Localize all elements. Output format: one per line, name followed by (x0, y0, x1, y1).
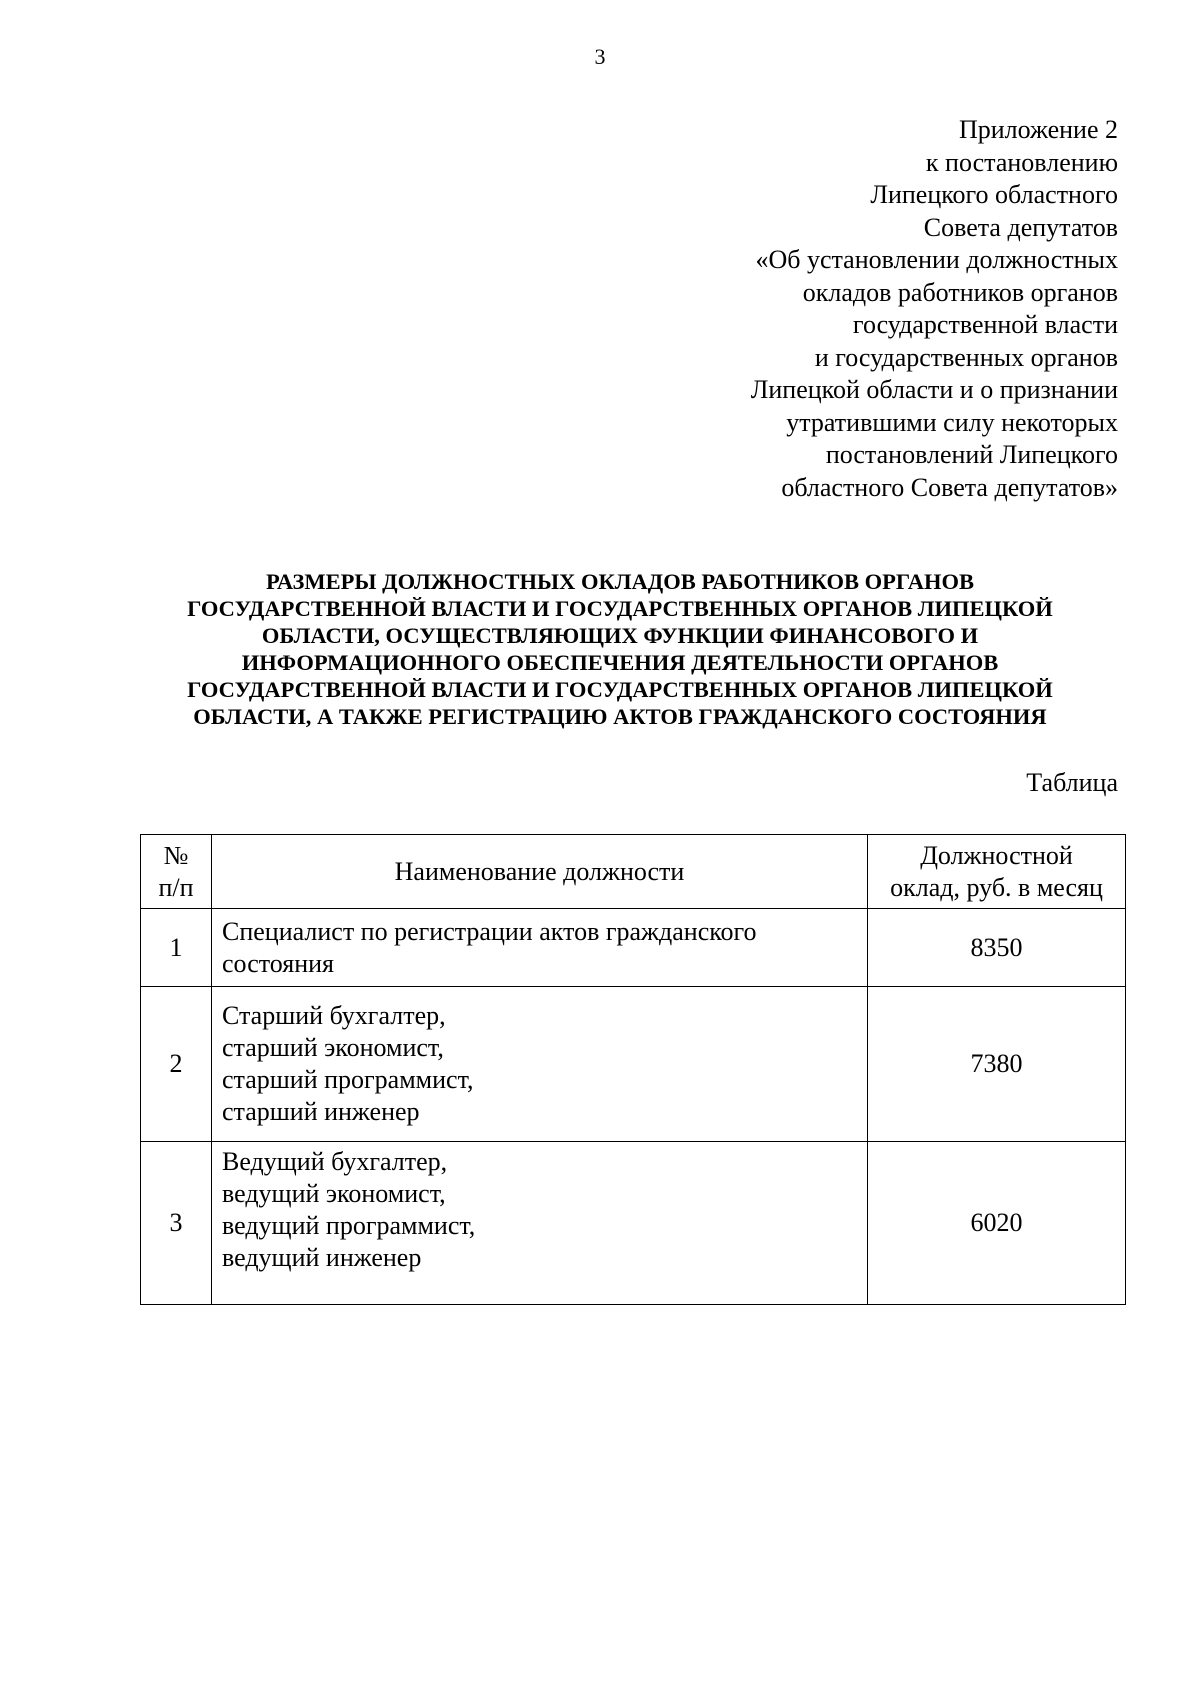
table-row (141, 987, 1126, 1142)
appendix-line: государственной власти (852, 310, 1118, 339)
position-line: старший программист, (222, 1065, 474, 1094)
row-position (212, 1142, 868, 1305)
position-line: старший инженер (222, 1097, 420, 1126)
row-position (212, 987, 868, 1142)
document-heading (140, 568, 1100, 730)
row-salary: 7380 (868, 987, 1126, 1142)
appendix-line: постановлений Липецкого (825, 440, 1118, 469)
row-position (212, 909, 868, 987)
heading-line: ОБЛАСТИ, А ТАКЖЕ РЕГИСТРАЦИЮ АКТОВ ГРАЖДАНСКОГО СОСТОЯНИЯ (193, 704, 1047, 729)
appendix-line: к постановлению (925, 147, 1118, 177)
heading-line: ОБЛАСТИ, ОСУЩЕСТВЛЯЮЩИХ ФУНКЦИИ ФИНАНСОВОГО И (261, 623, 979, 648)
row-salary: 8350 (868, 909, 1126, 987)
position-line: состояния (222, 948, 334, 978)
heading-line: ИНФОРМАЦИОННОГО ОБЕСПЕЧЕНИЯ ДЕЯТЕЛЬНОСТИ ОРГАНОВ (241, 650, 999, 675)
appendix-line: областного Совета депутатов» (781, 472, 1118, 502)
position-line: Специалист по регистрации актов гражданского (222, 916, 757, 946)
table-row (141, 909, 1126, 987)
position-line: ведущий программист, (222, 1211, 476, 1240)
row-number: 2 (141, 987, 212, 1142)
header-position: Наименование должности (212, 835, 868, 909)
header-number-line: № (163, 840, 189, 870)
header-number (141, 835, 212, 909)
appendix-line: утратившими силу некоторых (786, 407, 1118, 437)
appendix-line: Совета депутатов (923, 212, 1118, 242)
row-salary: 6020 (868, 1142, 1126, 1305)
table-caption: Таблица (1026, 768, 1118, 797)
table-row (141, 1142, 1126, 1305)
appendix-line: «Об установлении должностных (755, 245, 1118, 274)
appendix-block (598, 114, 1118, 504)
appendix-line: Приложение 2 (958, 115, 1118, 144)
header-salary (868, 835, 1126, 909)
row-number: 1 (141, 909, 212, 987)
position-line: старший экономист, (222, 1033, 444, 1062)
heading-line: ГОСУДАРСТВЕННОЙ ВЛАСТИ И ГОСУДАРСТВЕННЫХ ОРГАНОВ ЛИПЕЦКОЙ (187, 596, 1053, 621)
appendix-line: и государственных органов (814, 342, 1118, 372)
position-line: ведущий инженер (222, 1243, 422, 1272)
appendix-line: Липецкой области и о признании (750, 375, 1118, 404)
heading-line: РАЗМЕРЫ ДОЛЖНОСТНЫХ ОКЛАДОВ РАБОТНИКОВ ОРГАНОВ (265, 569, 975, 594)
page-number: 3 (594, 44, 606, 69)
position-line: Старший бухгалтер, (222, 1001, 446, 1030)
header-salary-line: Должностной (920, 840, 1073, 870)
header-salary-line: оклад, руб. в месяц (890, 872, 1103, 902)
row-number: 3 (141, 1142, 212, 1305)
appendix-line: Липецкого областного (870, 180, 1118, 209)
heading-line: ГОСУДАРСТВЕННОЙ ВЛАСТИ И ГОСУДАРСТВЕННЫХ ОРГАНОВ ЛИПЕЦКОЙ (187, 677, 1053, 702)
table-header-row (141, 835, 1126, 909)
position-line: Ведущий бухгалтер, (222, 1147, 448, 1176)
header-number-line: п/п (158, 872, 194, 902)
position-line: ведущий экономист, (222, 1179, 446, 1208)
appendix-line: окладов работников органов (802, 277, 1118, 307)
salary-table (140, 834, 1126, 1305)
